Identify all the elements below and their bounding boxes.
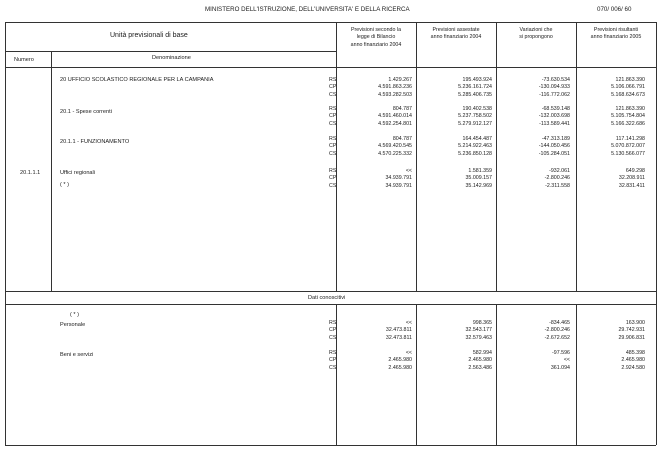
unita-header: Unità previsionali di base xyxy=(110,32,188,39)
row-label: 20 UFFICIO SCOLASTICO REGIONALE PER LA CAMPANIA xyxy=(60,77,214,83)
row-note-marker: ( * ) xyxy=(60,182,70,188)
numero-header: Numero xyxy=(14,57,34,63)
row-codes: RS CP CS xyxy=(329,136,337,157)
row-values-variazioni: -47.313.189 -144.050.456 -105.284.051 xyxy=(538,136,570,157)
row-numero: 20.1.1.1 xyxy=(20,170,41,176)
col-variazioni-header: Variazioni che si propongono xyxy=(519,27,553,41)
row-values-assestate: 582.994 2.465.980 2.563.486 xyxy=(468,350,492,371)
row-values-variazioni: -834.465 -2.800.246 -2.672.652 xyxy=(544,320,570,341)
row-values-risultanti: 121.863.390 5.106.066.791 5.168.634.673 xyxy=(611,77,645,98)
row-values-assestate: 1.581.359 35.009.157 35.142.969 xyxy=(465,168,492,189)
row-values-variazioni: -932.061 -2.800.246 -2.311.558 xyxy=(544,168,570,189)
row-values-assestate: 164.454.487 5.214.922.463 5.236.850.128 xyxy=(458,136,492,157)
col-legge-bilancio-header: Previsioni secondo la legge di Bilancio anno finanziario 2004 xyxy=(350,27,402,48)
row-values-legge: << 34.939.791 34.939.791 xyxy=(385,168,412,189)
row-label: Uffici regionali xyxy=(60,170,96,176)
row-values-risultanti: 649.298 32.208.911 32.831.411 xyxy=(618,168,645,189)
row-values-assestate: 190.402.538 5.237.758.502 5.279.912.127 xyxy=(458,106,492,127)
row-values-assestate: 998.365 32.543.177 32.579.463 xyxy=(465,320,492,341)
row-codes: RS CP CS xyxy=(329,168,337,189)
row-codes: RS CP CS xyxy=(329,350,337,371)
col-assestate-header: Previsioni assestate anno finanziario 2004 xyxy=(430,27,482,41)
row-values-risultanti: 485.398 2.465.980 2.924.580 xyxy=(621,350,645,371)
row-label: Beni e servizi xyxy=(60,352,94,358)
row-values-assestate: 195.493.924 5.236.161.724 5.285.406.735 xyxy=(458,77,492,98)
row-codes: RS CP CS xyxy=(329,77,337,98)
row-values-legge: 804.787 4.591.460.014 4.592.254.801 xyxy=(378,106,412,127)
ministry-title: MINISTERO DELL'ISTRUZIONE, DELL'UNIVERSITA' E DELLA RICERCA xyxy=(205,6,410,13)
row-values-risultanti: 163.900 29.742.931 29.906.831 xyxy=(618,320,645,341)
row-codes: RS CP CS xyxy=(329,320,337,341)
row-values-legge: 1.429.267 4.591.863.236 4.593.282.503 xyxy=(378,77,412,98)
row-values-variazioni: -73.630.534 -130.094.933 -116.772.062 xyxy=(538,77,570,98)
row-label: 20.1.1 - FUNZIONAMENTO xyxy=(60,139,130,145)
row-values-legge: 804.787 4.569.420.545 4.570.225.332 xyxy=(378,136,412,157)
row-values-variazioni: -97.596 << 361.094 xyxy=(550,350,570,371)
row-label: 20.1 - Spese correnti xyxy=(60,109,112,115)
dati-note-marker: ( * ) xyxy=(70,312,80,318)
denominazione-header: Denominazione xyxy=(152,55,191,61)
col-risultanti-header: Previsioni risultanti anno finanziario 2005 xyxy=(590,27,642,41)
row-label: Personale xyxy=(60,322,86,328)
row-codes: RS CP CS xyxy=(329,106,337,127)
row-values-legge: << 2.465.980 2.465.980 xyxy=(388,350,412,371)
row-values-variazioni: -68.539.148 -132.003.698 -113.589.441 xyxy=(538,106,570,127)
row-values-risultanti: 121.863.390 5.105.754.804 5.166.322.686 xyxy=(611,106,645,127)
page-code: 070/ 006/ 60 xyxy=(597,6,632,13)
dati-conoscitivi-header: Dati conoscitivi xyxy=(308,295,346,301)
row-values-legge: << 32.473.811 32.473.811 xyxy=(385,320,412,341)
row-values-risultanti: 117.141.298 5.070.872.007 5.130.566.077 xyxy=(611,136,645,157)
